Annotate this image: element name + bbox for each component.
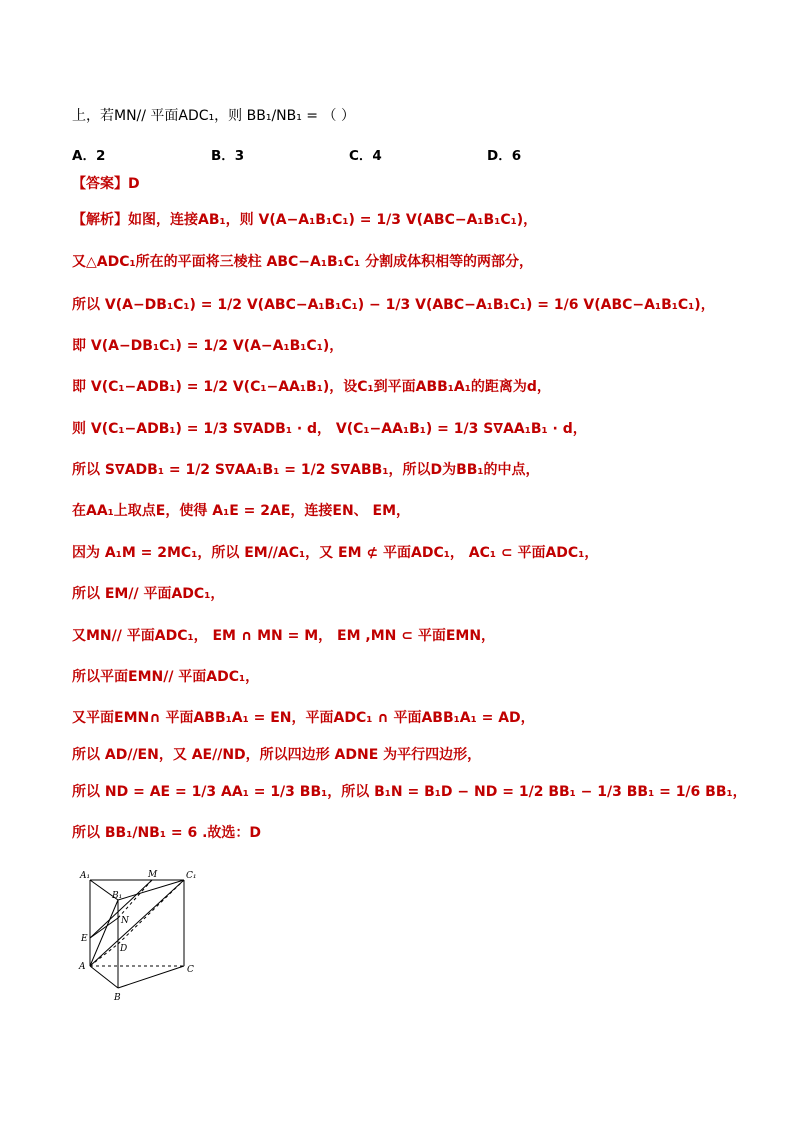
label-n: N	[121, 916, 129, 926]
analysis-line-8: 在AA₁上取点E，使得 A₁E = 2AE，连接EN、 EM，	[72, 503, 411, 519]
answer-label: 【答案】D	[72, 176, 140, 192]
label-m: M	[148, 870, 158, 880]
label-a1: A₁	[80, 871, 91, 881]
analysis-line-1: 【解析】如图，连接AB₁，则 V(A−A₁B₁C₁) = 1/3 V(ABC−A₁B₁C₁)，	[72, 212, 538, 228]
prism-figure	[72, 866, 202, 1006]
choice-b[interactable]: B．3	[211, 148, 245, 164]
label-b1: B₁	[112, 891, 123, 901]
analysis-line-5: 即 V(C₁−ADB₁) = 1/2 V(C₁−AA₁B₁)，设C₁到平面ABB₁A₁的距离为d，	[72, 379, 551, 395]
analysis-line-6: 则 V(C₁−ADB₁) = 1/3 S∇ADB₁ · d， V(C₁−AA₁B₁) = 1/3 S∇AA₁B₁ · d，	[72, 421, 587, 437]
analysis-line-10: 所以 EM// 平面ADC₁，	[72, 586, 225, 602]
analysis-line-14: 所以 AD//EN，又 AE//ND，所以四边形 ADNE 为平行四边形，	[72, 747, 482, 763]
analysis-line-16: 所以 BB₁/NB₁ = 6 .故选：D	[72, 825, 262, 841]
analysis-line-13: 又平面EMN∩ 平面ABB₁A₁ = EN，平面ADC₁ ∩ 平面ABB₁A₁ = AD，	[72, 710, 535, 726]
label-d: D	[120, 944, 128, 954]
label-c1: C₁	[186, 871, 197, 881]
label-a: A	[79, 962, 86, 972]
analysis-line-11: 又MN// 平面ADC₁， EM ∩ MN = M， EM ,MN ⊂ 平面EMN，	[72, 628, 496, 644]
choice-d[interactable]: D．6	[487, 148, 522, 164]
choice-a[interactable]: A．2	[72, 148, 106, 164]
question-stem: 上，若MN// 平面ADC₁，则 BB₁/NB₁ = （ ）	[72, 108, 355, 124]
analysis-line-7: 所以 S∇ADB₁ = 1/2 S∇AA₁B₁ = 1/2 S∇ABB₁，所以D为BB₁的中点，	[72, 462, 540, 478]
analysis-line-12: 所以平面EMN// 平面ADC₁，	[72, 669, 260, 685]
analysis-line-15: 所以 ND = AE = 1/3 AA₁ = 1/3 BB₁，所以 B₁N = B₁D − ND = 1/2 BB₁ − 1/3 BB₁ = 1/6 BB₁，	[72, 784, 747, 800]
analysis-line-9: 因为 A₁M = 2MC₁，所以 EM//AC₁，又 EM ⊄ 平面ADC₁， AC₁ ⊂ 平面ADC₁，	[72, 545, 599, 561]
analysis-line-4: 即 V(A−DB₁C₁) = 1/2 V(A−A₁B₁C₁)，	[72, 338, 344, 354]
analysis-line-3: 所以 V(A−DB₁C₁) = 1/2 V(ABC−A₁B₁C₁) − 1/3 V(ABC−A₁B₁C₁) = 1/6 V(ABC−A₁B₁C₁)，	[72, 297, 715, 313]
choice-c[interactable]: C．4	[349, 148, 382, 164]
analysis-line-2: 又△ADC₁所在的平面将三棱柱 ABC−A₁B₁C₁ 分割成体积相等的两部分，	[72, 254, 534, 270]
label-b: B	[114, 993, 121, 1003]
label-c: C	[187, 965, 194, 975]
label-e: E	[81, 934, 88, 944]
